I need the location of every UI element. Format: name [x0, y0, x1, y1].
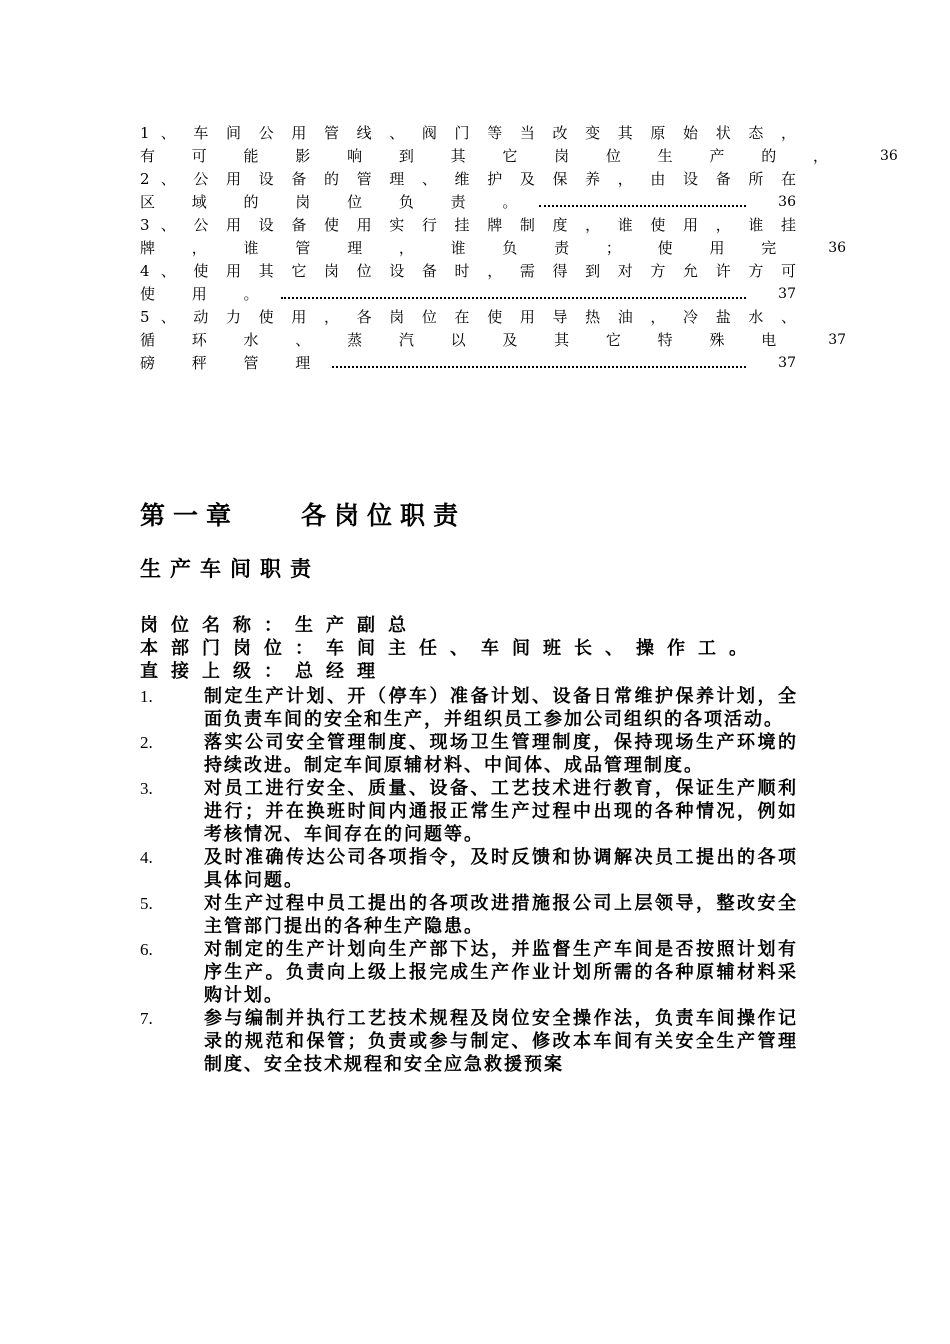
department-positions-row: 本部门岗位：车间主任、车间班长、操作工。 [140, 638, 760, 659]
list-item [140, 685, 820, 731]
list-item-number: 3. [140, 779, 153, 798]
toc-leader-dots [281, 296, 746, 299]
list-item [140, 892, 820, 938]
toc-leader-dots [332, 365, 746, 368]
toc-page-number: 37 [828, 332, 847, 348]
list-item-text: 落实公司安全管理制度、现场卫生管理制度，保持现场生产环境的持续改进。制定车间原辅材料、中间体、成品管理制度。 [204, 732, 798, 776]
list-item [140, 1007, 820, 1076]
toc-entry-text: 1 、 车 间 公 用 管 线 、 阀 门 等 当 改 变 其 原 始 状 态 ， [140, 124, 796, 142]
toc-entry-text: 循 环 水 、 蒸 汽 以 及 其 它 特 殊 电 [140, 331, 793, 349]
toc-line [140, 258, 796, 281]
toc-line[interactable] [140, 189, 796, 212]
direct-superior-row: 直接上级：总经理 [140, 661, 388, 682]
list-item-number: 2. [140, 733, 153, 752]
toc-entry-text: 使 用 。 [140, 285, 275, 303]
toc-page-number: 36 [778, 194, 796, 210]
chapter-number: 第一章 [140, 501, 240, 530]
toc-entry-text: 3 、 公 用 设 备 使 用 实 行 挂 牌 制 度 ， 谁 使 用 ， 谁 挂 [140, 216, 796, 234]
position-info [140, 614, 760, 683]
toc-line [140, 120, 796, 143]
toc-line [140, 212, 796, 235]
toc-line[interactable] [140, 350, 796, 373]
toc-entry-text: 4 、 使 用 其 它 岗 位 设 备 时 ， 需 得 到 对 方 允 许 方 可 [140, 262, 796, 280]
toc-line [140, 304, 796, 327]
list-item [140, 846, 820, 892]
toc-line [140, 166, 796, 189]
toc-entry-text: 区 域 的 岗 位 负 责 。 [140, 193, 534, 211]
list-item-number: 5. [140, 894, 153, 913]
duty-list [140, 685, 820, 1076]
list-item [140, 777, 820, 846]
toc-line[interactable] [140, 327, 847, 350]
list-item-text: 参与编制并执行工艺技术规程及岗位安全操作法，负责车间操作记录的规范和保管；负责或参与制定、修改本车间有关安全生产管理制度、安全技术规程和安全应急救援预案 [204, 1008, 798, 1075]
toc-page-number: 37 [778, 286, 796, 302]
list-item-text: 及时准确传达公司各项指令，及时反馈和协调解决员工提出的各项具体问题。 [204, 847, 798, 891]
toc-page-number: 37 [778, 355, 796, 371]
chapter-heading [140, 496, 466, 532]
toc-line[interactable] [140, 235, 847, 258]
toc-line[interactable] [140, 281, 796, 304]
toc-entry-text: 2 、 公 用 设 备 的 管 理 、 维 护 及 保 养 ， 由 设 备 所 在 [140, 170, 796, 188]
section-heading: 生产车间职责 [140, 557, 320, 581]
list-item-number: 1. [140, 687, 153, 706]
list-item-number: 6. [140, 940, 153, 959]
toc-page-number: 36 [880, 148, 898, 164]
position-name-row: 岗位名称：生产副总 [140, 615, 419, 636]
toc-leader-dots [539, 204, 746, 207]
list-item-number: 7. [140, 1009, 153, 1028]
table-of-contents [140, 120, 898, 373]
list-item-text: 对员工进行安全、质量、设备、工艺技术进行教育，保证生产顺利进行；并在换班时间内通报正常生产过程中出现的各种情况，例如考核情况、车间存在的问题等。 [204, 778, 798, 845]
toc-line[interactable] [140, 143, 898, 166]
toc-page-number: 36 [828, 240, 847, 256]
list-item [140, 731, 820, 777]
toc-entry-text: 5 、 动 力 使 用 ， 各 岗 位 在 使 用 导 热 油 ， 冷 盐 水 、 [140, 308, 796, 326]
toc-entry-text: 牌 ， 谁 管 理 ， 谁 负 责 ； 使 用 完 [140, 239, 793, 257]
chapter-title: 各岗位职责 [301, 501, 467, 530]
toc-entry-text: 磅 秤 管 理 [140, 354, 327, 372]
list-item [140, 938, 820, 1007]
list-item-text: 对生产过程中员工提出的各项改进措施报公司上层领导，整改安全主管部门提出的各种生产隐患。 [204, 893, 798, 937]
list-item-text: 制定生产计划、开（停车）准备计划、设备日常维护保养计划，全面负责车间的安全和生产，并组织员工参加公司组织的各项活动。 [204, 686, 798, 730]
toc-entry-text: 有 可 能 影 响 到 其 它 岗 位 生 产 的 ， [140, 147, 844, 165]
list-item-number: 4. [140, 848, 153, 867]
list-item-text: 对制定的生产计划向生产部下达，并监督生产车间是否按照计划有序生产。负责向上级上报完成生产作业计划所需的各种原辅材料采购计划。 [204, 939, 798, 1006]
